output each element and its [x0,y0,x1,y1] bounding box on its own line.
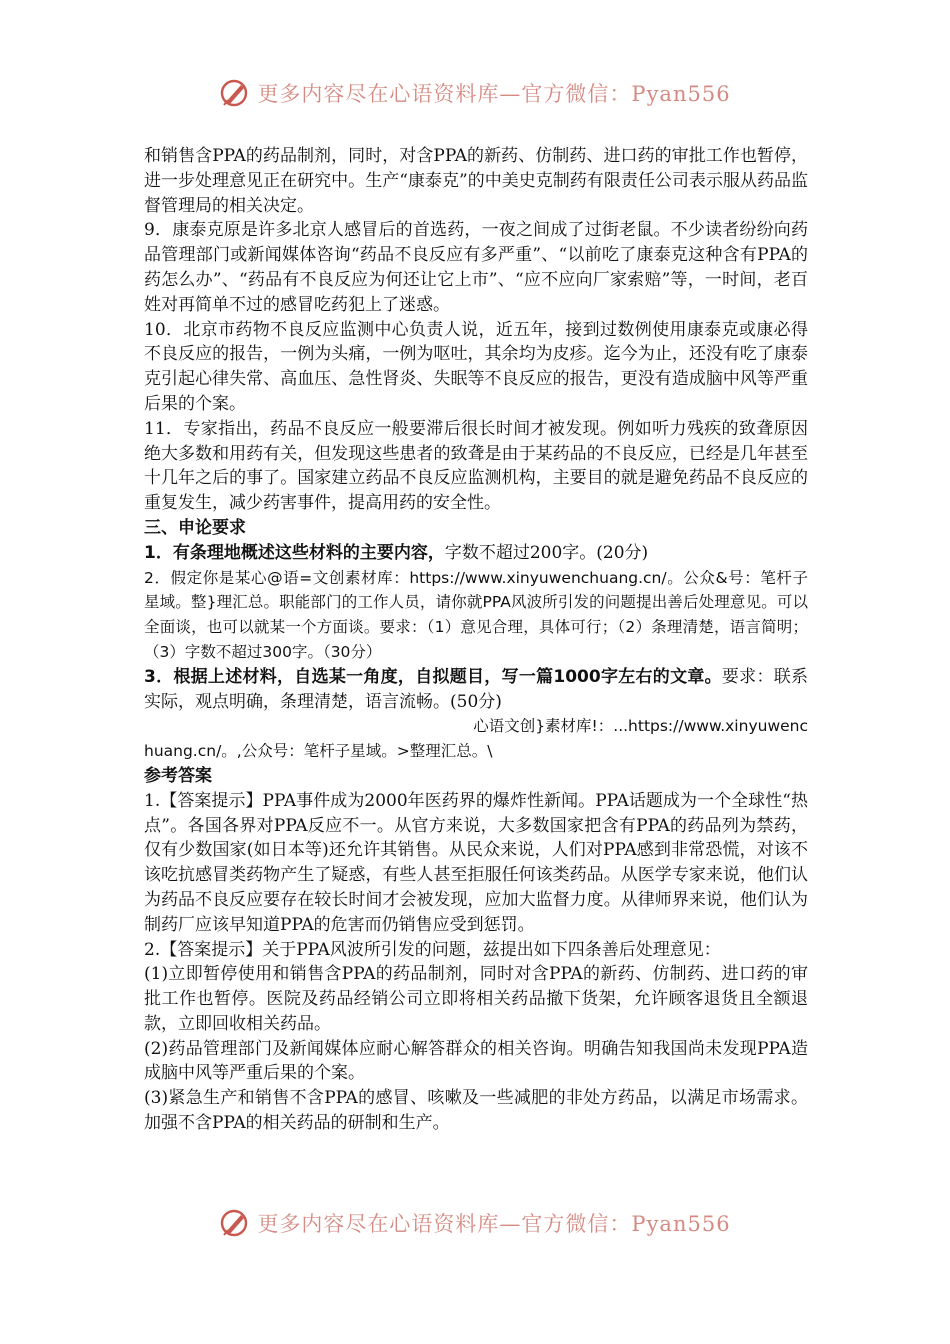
question-3-rest: 要求：联系实际，观点明确，条理清楚，语言流畅。(50分) [144,666,808,712]
pen-logo-icon [219,78,249,108]
section-heading-requirements: 三、申论要求 [144,517,246,538]
question-1-bold: 1．有条理地概述这些材料的主要内容， [144,542,445,563]
answer-1: 1.【答案提示】PPA事件成为2000年医药界的爆炸性新闻。PPA话题成为一个全球性“热点”。各国各界对PPA反应不一。从官方来说，大多数国家把含有PPA的药品列为禁药，仅有少数国家(如日本等)还允许其销售。从民众来说，人们对PPA感到非常恐慌，对该不该吃抗感冒类药物产生了疑惑，有些人甚至拒服任何该类药品。从医学专家来说，他们认为药品不良反应要存在较长时间才会被发现，应加大监督力度。从律师界来说，他们认为制药厂应该早知道PPA的危害而仍销售应受到惩罚。 [144,790,808,935]
question-3-bold: 3．根据上述材料，自选某一角度，自拟题目，写一篇1000字左右的文章。 [144,666,722,687]
header-banner-text: 更多内容尽在心语资料库—官方微信：Pyan556 [257,82,731,106]
footer-banner [0,1208,950,1238]
answer-2-item-2: (2)药品管理部门及新闻媒体应耐心解答群众的相关咨询。明确告知我国尚未发现PPA造成脑中风等严重后果的个案。 [144,1038,808,1084]
footer-banner-text: 更多内容尽在心语资料库—官方微信：Pyan556 [257,1212,731,1236]
paragraph-9: 9．康泰克原是许多北京人感冒后的首选药，一夜之间成了过街老鼠。不少读者纷纷向药品管理部门或新闻媒体咨询“药品不良反应有多严重”、“以前吃了康泰克这种含有PPA的药怎么办”、“药品有不良反应为何还让它上市”、“应不应向厂家索赔”等，一时间，老百姓对再简单不过的感冒吃药犯上了迷惑。 [144,220,808,315]
question-1 [144,541,808,566]
answer-2-item-3: (3)紧急生产和销售不含PPA的感冒、咳嗽及一些减肥的非处方药品，以满足市场需求。加强不含PPA的相关药品的研制和生产。 [144,1088,808,1134]
paragraph-continued: 和销售含PPA的药品制剂，同时，对含PPA的新药、仿制药、进口药的审批工作也暂停，进一步处理意见正在研究中。生产“康泰克”的中美史克制药有限责任公司表示服从药品监督管理局的相关决定。 [144,146,808,216]
pen-logo-icon [219,1208,249,1238]
paragraph-10: 10．北京市药物不良反应监测中心负责人说，近五年，接到过数例使用康泰克或康必得不良反应的报告，一例为头痛，一例为呕吐，其余均为皮疹。迄今为止，还没有吃了康泰克引起心律失常、高血压、急性肾炎、失眠等不良反应的报告，更没有造成脑中风等严重后果的个案。 [144,319,808,414]
answers-heading: 参考答案 [144,765,212,786]
answer-2-item-1: (1)立即暂停使用和销售含PPA的药品制剂，同时对含PPA的新药、仿制药、进口药的审批工作也暂停。医院及药品经销公司立即将相关药品撤下货架，允许顾客退货且全额退款，立即回收相关药品。 [144,964,808,1034]
question-3 [144,665,808,715]
document-body [144,144,808,1136]
question-2: 2．假定你是某心@语=文创素材库：https://www.xinyuwenchuang.cn/。公众&号：笔杆子星域。整}理汇总。职能部门的工作人员，请你就PPA风波所引发的问题提出善后处理意见。可以全面谈，也可以就某一个方面谈。要求：（1）意见合理，具体可行；（2）条理清楚，语言简明；（3）字数不超过300字。（30分） [144,568,808,661]
paragraph-11: 11．专家指出，药品不良反应一般要滞后很长时间才被发现。例如听力残疾的致聋原因绝大多数和用药有关，但发现这些患者的致聋是由于某药品的不良反应，已经是几年甚至十几年之后的事了。国家建立药品不良反应监测机构，主要目的就是避免药品不良反应的重复发生，减少药害事件，提高用药的安全性。 [144,418,808,514]
watermark-line-1: 心语文创}素材库!：...https://www.xinyuwenc [473,717,808,736]
question-1-rest: 字数不超过200字。(20分) [444,542,649,563]
header-banner [0,78,950,108]
answer-2: 2.【答案提示】关于PPA风波所引发的问题，兹提出如下四条善后处理意见： [144,939,721,960]
watermark-line-2: huang.cn/。,公众号：笔杆子星域。>整理汇总。\ [144,742,493,761]
